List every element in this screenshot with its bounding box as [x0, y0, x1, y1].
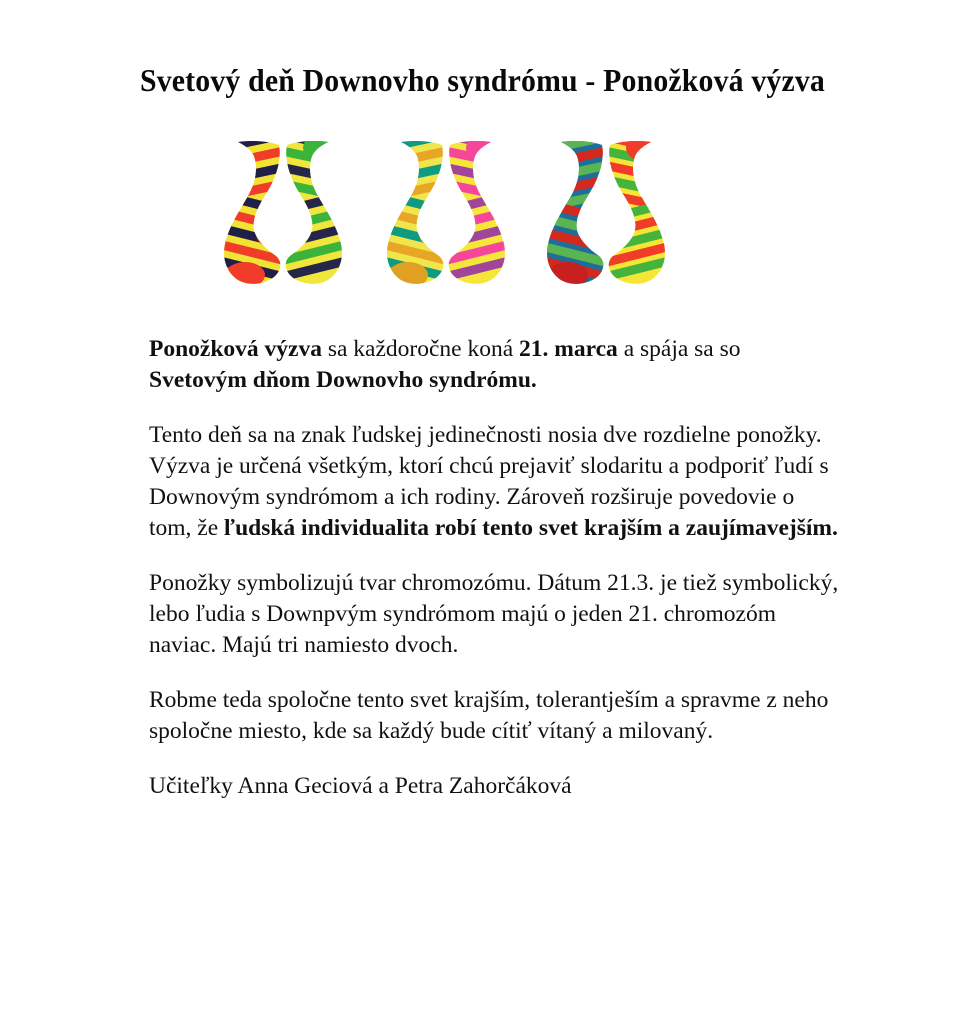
chromosome-3: [510, 136, 696, 286]
paragraph-1-text-2: a spája sa so: [617, 336, 741, 362]
signature: Učiteľky Anna Geciová a Petra Zahorčáková: [149, 773, 572, 799]
paragraph-4: Robme teda spoločne tento svet krajším, tolerantješím a spravme z neho spoločne miesto, kde sa každý bude cítiť vítaný a milovaný.: [149, 687, 829, 744]
chromosome-2: [350, 136, 545, 286]
paragraph-3: Ponožky symbolizujú tvar chromozómu. Dátum 21.3. je tiež symbolický, lebo ľudia s Downpvým syndrómom majú o jeden 21. chromozóm naviac. Majú tri namiesto dvoch.: [149, 570, 839, 658]
sock-illustration-svg: [222, 136, 696, 286]
paragraph-1: [149, 334, 839, 396]
page-title: Svetový deň Downovho syndrómu - Ponožková výzva: [139, 62, 826, 99]
paragraph-1-text-1: sa každoročne koná: [321, 336, 520, 362]
chromosome-1: [222, 136, 381, 286]
article-body: [149, 334, 839, 802]
sock-chromosome-illustration: [222, 136, 696, 286]
paragraph-1-bold-lead: Ponožková výzva: [149, 336, 322, 362]
paragraph-1-bold-tail: Svetovým dňom Downovho syndrómu.: [149, 367, 537, 393]
paragraph-2-bold-tail: ľudská individualita robí tento svet krajším a zaujímavejším.: [224, 515, 838, 541]
paragraph-1-bold-date: 21. marca: [519, 336, 618, 362]
paragraph-2-text: Tento deň sa na znak ľudskej jedinečnosti nosia dve rozdielne ponožky. Výzva je určená všetkým, ktorí chcú prejaviť slodaritu a podporiť ľudí s Downovým syndrómom a ich rodiny. Zároveň rozširuje povedovie o tom, že: [149, 422, 829, 541]
paragraph-2: [149, 420, 839, 544]
